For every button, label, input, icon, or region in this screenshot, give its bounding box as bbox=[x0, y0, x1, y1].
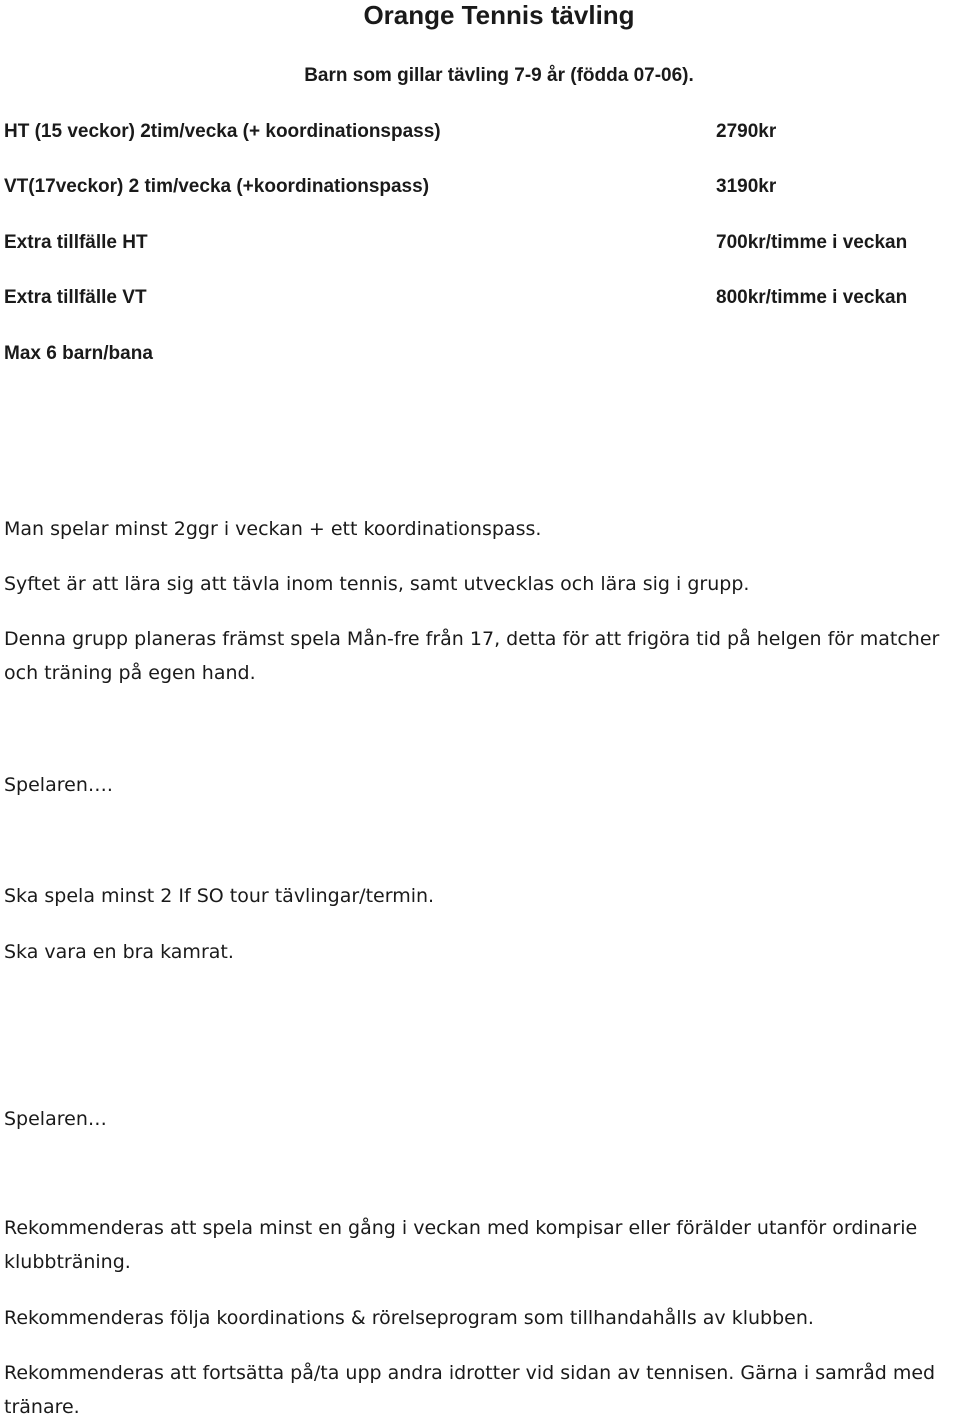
max-children-note: Max 6 barn/bana bbox=[4, 343, 153, 364]
price-row-label: HT (15 veckor) 2tim/vecka (+ koordinationspass) bbox=[4, 121, 441, 142]
price-row-value: 2790kr bbox=[716, 121, 777, 142]
document-subtitle: Barn som gillar tävling 7-9 år (födda 07-06). bbox=[304, 65, 694, 86]
paragraph: Syftet är att lära sig att tävla inom tennis, samt utvecklas och lära sig i grupp. bbox=[4, 573, 750, 595]
list-item: Ska spela minst 2 If SO tour tävlingar/termin. bbox=[4, 885, 435, 907]
list-item: Ska vara en bra kamrat. bbox=[4, 941, 234, 963]
price-row-label: VT(17veckor) 2 tim/vecka (+koordinationspass) bbox=[4, 176, 430, 197]
price-row-label: Extra tillfälle VT bbox=[4, 287, 147, 308]
price-row-value: 3190kr bbox=[716, 176, 777, 197]
price-row-value: 800kr/timme i veckan bbox=[716, 287, 908, 308]
price-row-label: Extra tillfälle HT bbox=[4, 232, 148, 253]
section-heading: Spelaren…. bbox=[4, 774, 113, 796]
price-row-value: 700kr/timme i veckan bbox=[716, 232, 908, 253]
section-heading: Spelaren… bbox=[4, 1108, 107, 1130]
list-item: Rekommenderas att fortsätta på/ta upp andra idrotter vid sidan av tennisen. Gärna i samråd med tränare. bbox=[4, 1362, 936, 1418]
list-item: Rekommenderas följa koordinations & rörelseprogram som tillhandahålls av klubben. bbox=[4, 1307, 814, 1329]
document-title: Orange Tennis tävling bbox=[363, 0, 635, 30]
paragraph: Man spelar minst 2ggr i veckan + ett koordinationspass. bbox=[4, 518, 542, 540]
paragraph: Denna grupp planeras främst spela Mån-fre från 17, detta för att frigöra tid på helgen för matcher och träning på egen hand. bbox=[4, 628, 940, 684]
list-item: Rekommenderas att spela minst en gång i veckan med kompisar eller förälder utanför ordinarie klubbträning. bbox=[4, 1217, 918, 1273]
